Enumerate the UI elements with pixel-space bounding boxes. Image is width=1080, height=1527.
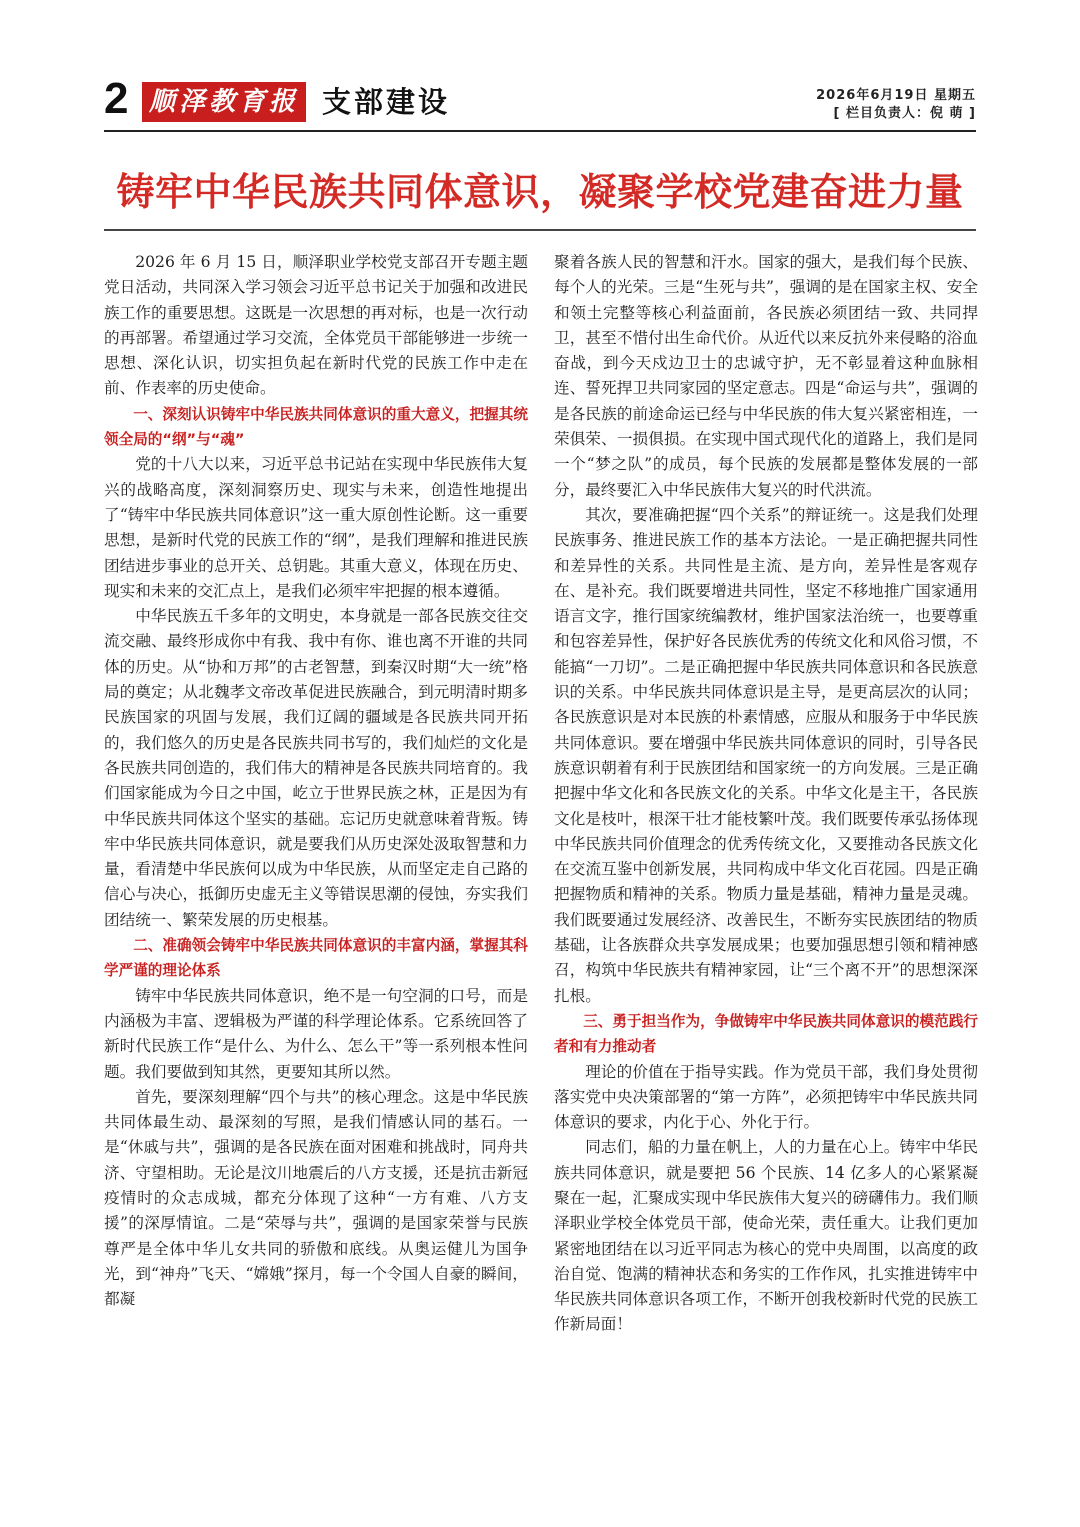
page-number: 2 bbox=[104, 74, 129, 123]
issue-date: 2026年6月19日 星期五 bbox=[816, 88, 976, 103]
article-column-left bbox=[104, 250, 528, 1312]
column-editor: [ 栏目负责人：倪 萌 ] bbox=[833, 106, 976, 121]
title-divider bbox=[104, 229, 976, 231]
article-column-right bbox=[554, 250, 978, 1338]
paragraph: 同志们，船的力量在帆上，人的力量在心上。铸牢中华民族共同体意识，就是要把 56 个民族、14 亿多人的心紧紧凝聚在一起，汇聚成实现中华民族伟大复兴的磅礴伟力。我们顺泽职业学校全体党员干部，使命光荣，责任重大。让我们更加紧密地团结在以习近平同志为核心的党中央周围，以高度的政治自觉、饱满的精神状态和务实的工作作风，扎实推进铸牢中华民族共同体意识各项工作，不断开创我校新时代党的民族工作新局面！ bbox=[554, 1138, 978, 1334]
paragraph: 理论的价值在于指导实践。作为党员干部，我们身处贯彻落实党中央决策部署的“第一方阵”，必须把铸牢中华民族共同体意识的要求，内化于心、外化于行。 bbox=[554, 1062, 978, 1132]
section-name: 支部建设 bbox=[322, 85, 451, 119]
section-heading-2: 二、准确领会铸牢中华民族共同体意识的丰富内涵，掌握其科学严谨的理论体系 bbox=[104, 937, 528, 980]
paragraph: 铸牢中华民族共同体意识，绝不是一句空洞的口号，而是内涵极为丰富、逻辑极为严谨的科学理论体系。它系统回答了新时代民族工作“是什么、为什么、怎么干”等一系列根本性问题。我们要做到知其然，更要知其所以然。 bbox=[104, 986, 528, 1081]
paragraph: 2026 年 6 月 15 日，顺泽职业学校党支部召开专题主题党日活动，共同深入学习领会习近平总书记关于加强和改进民族工作的重要思想。这既是一次思想的再对标，也是一次行动的再部署。希望通过学习交流，全体党员干部能够进一步统一思想、深化认识，切实担负起在新时代党的民族工作中走在前、作表率的历史使命。 bbox=[104, 253, 528, 398]
article-title: 铸牢中华民族共同体意识，凝聚学校党建奋进力量 bbox=[116, 170, 964, 214]
paragraph-continued: 聚着各族人民的智慧和汗水。国家的强大，是我们每个民族、每个人的光荣。三是“生死与共”，强调的是在国家主权、安全和领土完整等核心利益面前，各民族必须团结一致、共同捍卫，甚至不惜付出生命代价。从近代以来反抗外来侵略的浴血奋战，到今天戍边卫士的忠诚守护，无不彰显着这种血脉相连、誓死捍卫共同家园的坚定意志。四是“命运与共”，强调的是各民族的前途命运已经与中华民族的伟大复兴紧密相连，一荣俱荣、一损俱损。在实现中国式现代化的道路上，我们是同一个“梦之队”的成员，每个民族的发展都是整体发展的一部分，最终要汇入中华民族伟大复兴的时代洪流。 bbox=[554, 253, 978, 499]
section-heading-3: 三、勇于担当作为，争做铸牢中华民族共同体意识的模范践行者和有力推动者 bbox=[554, 1012, 978, 1056]
paragraph: 首先，要深刻理解“四个与共”的核心理念。这是中华民族共同体最生动、最深刻的写照，是我们情感认同的基石。一是“休戚与共”，强调的是各民族在面对困难和挑战时，同舟共济、守望相助。无论是汶川地震后的八方支援，还是抗击新冠疫情时的众志成城，都充分体现了这种“一方有难、八方支援”的深厚情谊。二是“荣辱与共”，强调的是国家荣誉与民族尊严是全体中华儿女共同的骄傲和底线。从奥运健儿为国争光，到“神舟”飞天、“嫦娥”探月，每一个令国人自豪的瞬间，都凝 bbox=[104, 1087, 528, 1309]
masthead bbox=[104, 74, 976, 130]
paragraph: 中华民族五千多年的文明史，本身就是一部各民族交往交流交融、最终形成你中有我、我中有你、谁也离不开谁的共同体的历史。从“协和万邦”的古老智慧，到秦汉时期“大一统”格局的奠定；从北魏孝文帝改革促进民族融合，到元明清时期多民族国家的巩固与发展，我们辽阔的疆域是各民族共同开拓的，我们悠久的历史是各民族共同书写的，我们灿烂的文化是各民族共同创造的，我们伟大的精神是各民族共同培育的。我们国家能成为今日之中国，屹立于世界民族之林，正是因为有中华民族共同体这个坚实的基础。忘记历史就意味着背叛。铸牢中华民族共同体意识，就是要我们从历史深处汲取智慧和力量，看清楚中华民族何以成为中华民族，从而坚定走自己路的信心与决心，抵御历史虚无主义等错误思潮的侵蚀，夯实我们团结统一、繁荣发展的历史根基。 bbox=[104, 607, 528, 929]
section-heading-1: 一、深刻认识铸牢中华民族共同体意识的重大意义，把握其统领全局的“纲”与“魂” bbox=[104, 405, 528, 449]
masthead-divider bbox=[104, 130, 976, 132]
paper-logo: 顺泽教育报 bbox=[142, 82, 306, 122]
paragraph: 其次，要准确把握“四个关系”的辩证统一。这是我们处理民族事务、推进民族工作的基本方法论。一是正确把握共同性和差异性的关系。共同性是主流、是方向，差异性是客观存在、是补充。我们既要增进共同性，坚定不移地推广国家通用语言文字，推行国家统编教材，维护国家法治统一，也要尊重和包容差异性，保护好各民族优秀的传统文化和风俗习惯，不能搞“一刀切”。二是正确把握中华民族共同体意识和各民族意识的关系。中华民族共同体意识是主导，是更高层次的认同；各民族意识是对本民族的朴素情感，应服从和服务于中华民族共同体意识。要在增强中华民族共同体意识的同时，引导各民族意识朝着有利于民族团结和国家统一的方向发展。三是正确把握中华文化和各民族文化的关系。中华文化是主干，各民族文化是枝叶，根深干壮才能枝繁叶茂。我们既要传承弘扬体现中华民族共同价值理念的优秀传统文化，又要推动各民族文化在交流互鉴中创新发展，共同构成中华文化百花园。四是正确把握物质和精神的关系。物质力量是基础，精神力量是灵魂。我们既要通过发展经济、改善民生，不断夯实民族团结的物质基础，让各族群众共享发展成果；也要加强思想引领和精神感召，构筑中华民族共有精神家园，让“三个离不开”的思想深深扎根。 bbox=[554, 505, 978, 1005]
paragraph: 党的十八大以来，习近平总书记站在实现中华民族伟大复兴的战略高度，深刻洞察历史、现实与未来，创造性地提出了“铸牢中华民族共同体意识”这一重大原创性论断。这一重要思想，是新时代党的民族工作的“纲”，是我们理解和推进民族团结进步事业的总开关、总钥匙。其重大意义，体现在历史、现实和未来的交汇点上，是我们必须牢牢把握的根本遵循。 bbox=[104, 455, 528, 600]
